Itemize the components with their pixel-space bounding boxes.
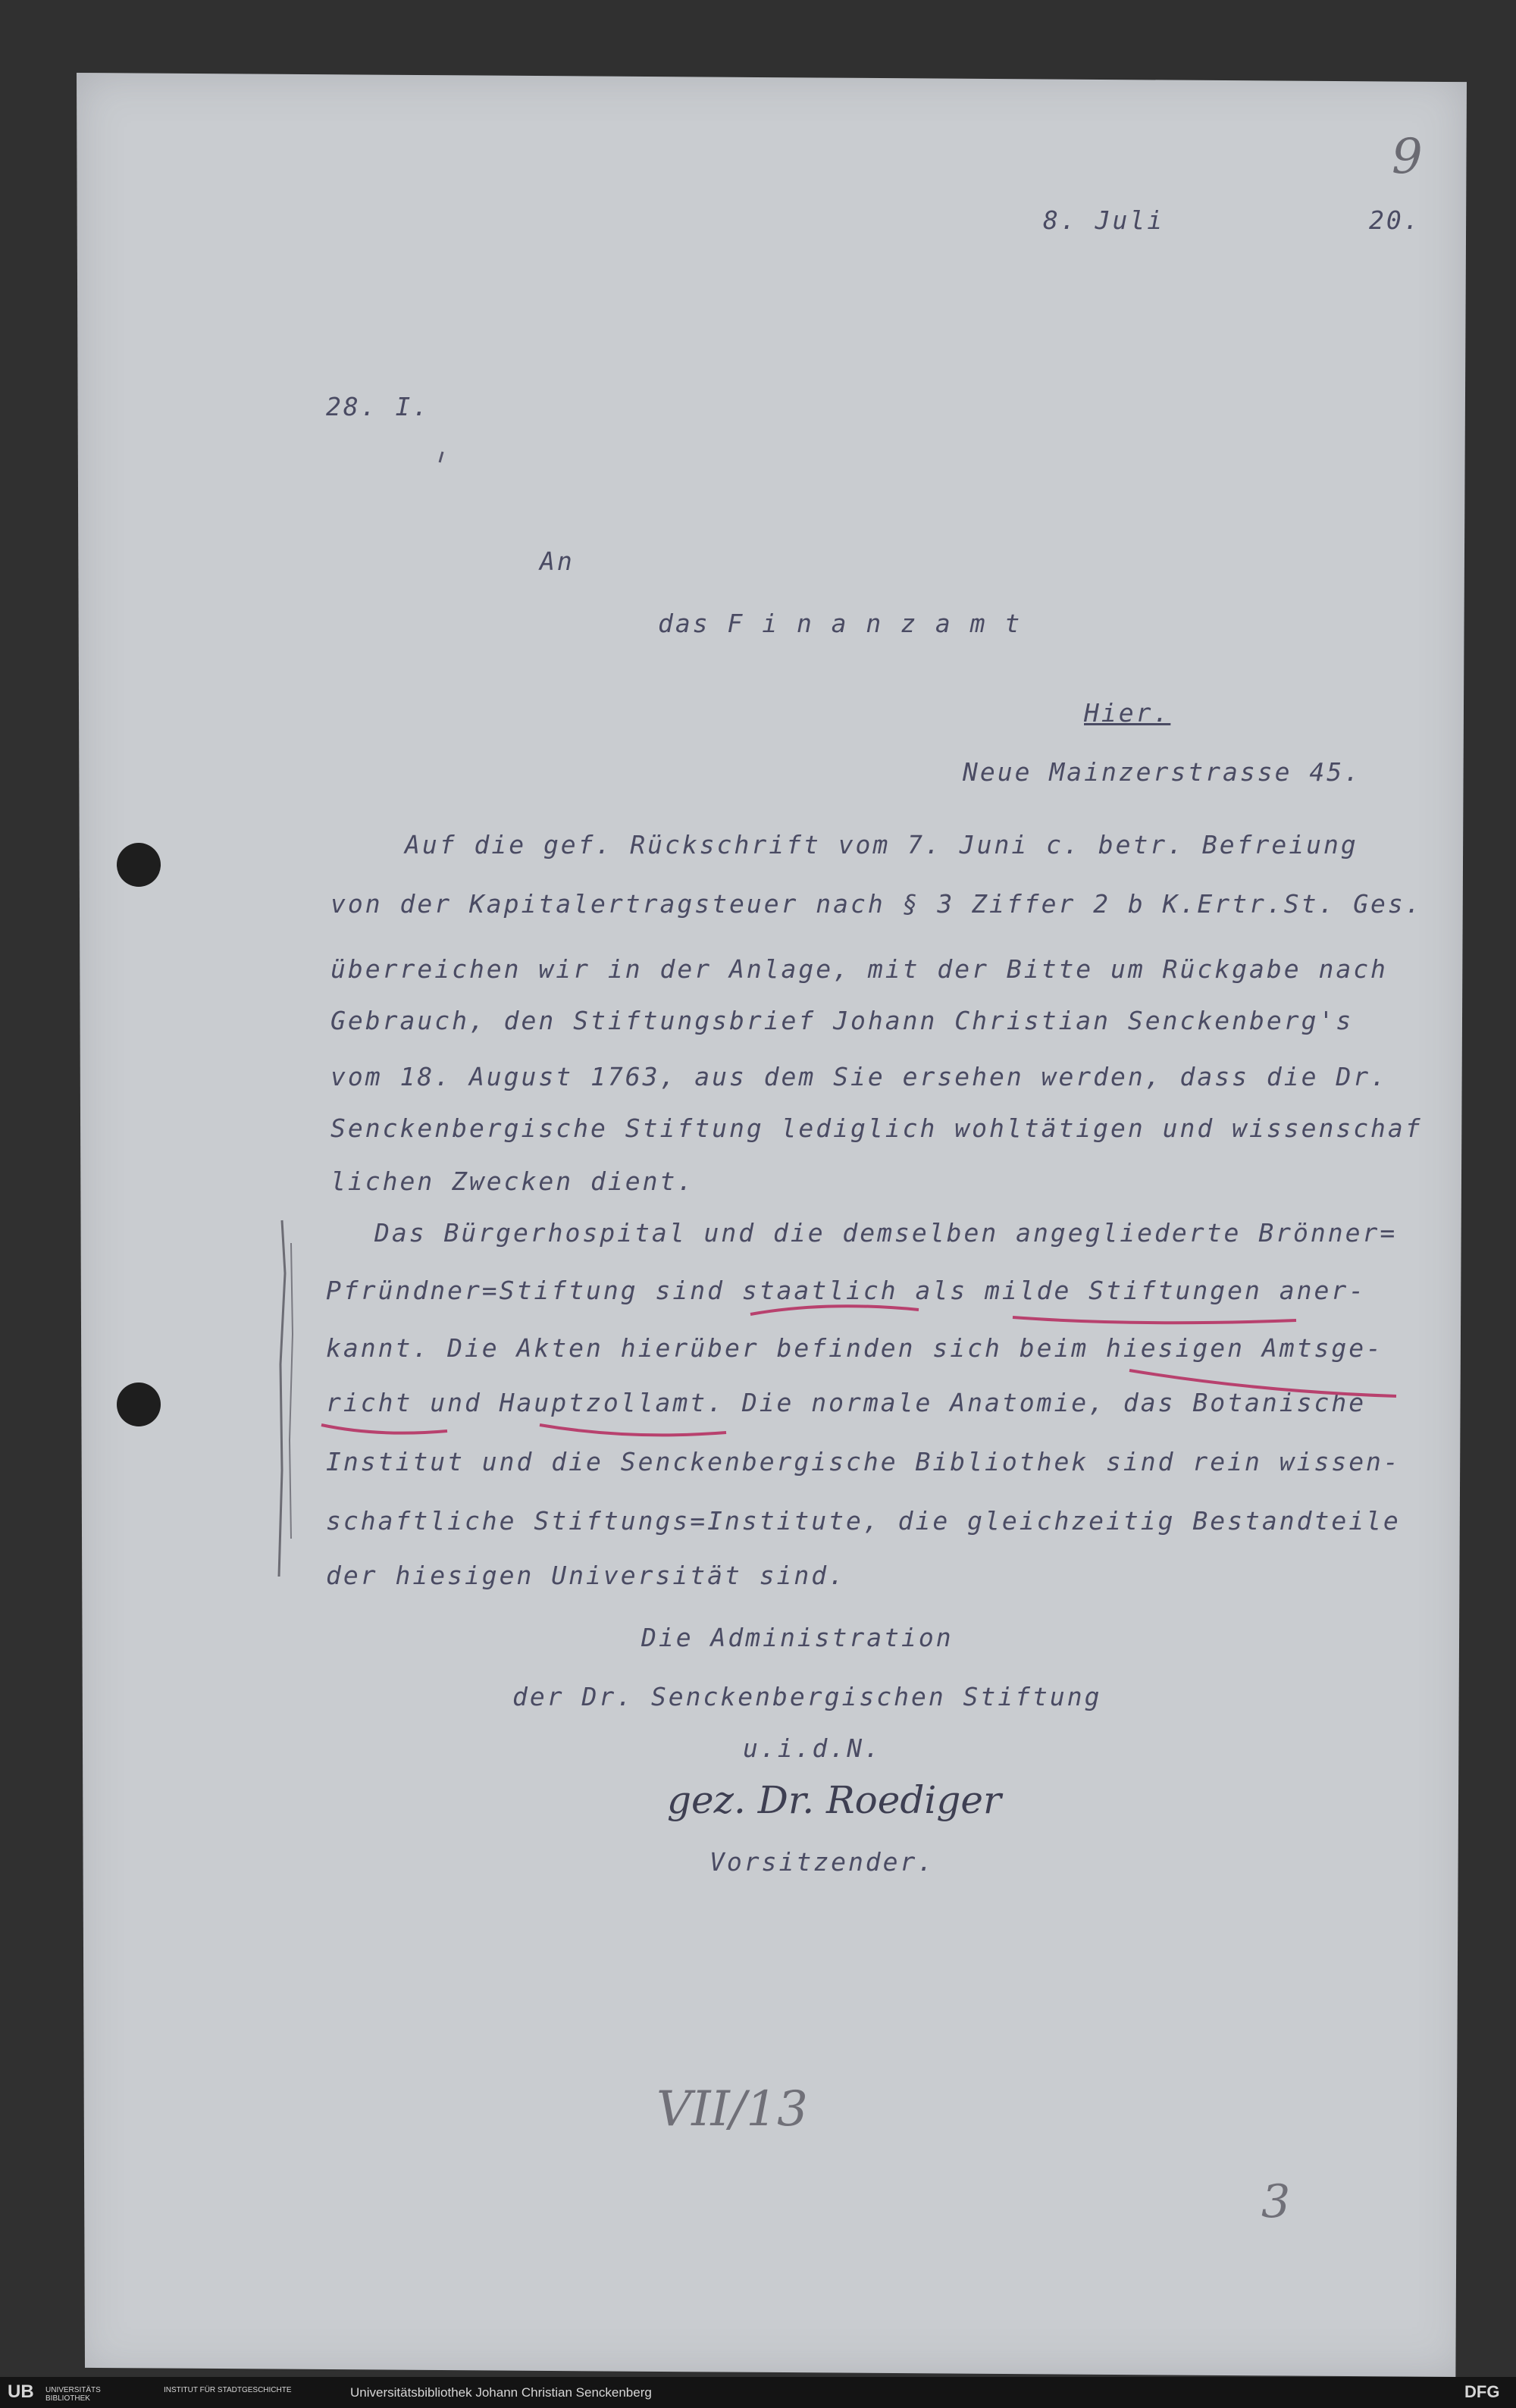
recipient-address: Neue Mainzerstrasse 45. (963, 757, 1361, 787)
punch-hole-bottom (117, 1382, 161, 1426)
para2-line: Institut und die Senckenbergische Bibliothek sind rein wissen- (326, 1447, 1401, 1476)
footer-bar (0, 2377, 1516, 2408)
para1-line: Gebrauch, den Stiftungsbrief Johann Christian Senckenberg's (330, 1006, 1354, 1035)
closing-line-1: Die Administration (641, 1623, 954, 1652)
ub-logo: UB (8, 2381, 34, 2402)
salutation: An (540, 546, 575, 576)
library-name: Universitätsbibliothek Johann Christian Senckenberg (350, 2385, 652, 2400)
recipient: das F i n a n z a m t (658, 609, 1023, 638)
para2-line: Das Bürgerhospital und die demselben angegliederte Brönner= (374, 1218, 1398, 1248)
ub-logo-subtitle: UNIVERSITÄTS BIBLIOTHEK (45, 2386, 101, 2403)
punch-hole-top (117, 843, 161, 887)
signer-title: Vorsitzender. (709, 1847, 935, 1877)
para2-line: richt und Hauptzollamt. Die normale Anatomie, das Botanische (326, 1388, 1367, 1417)
closing-line-3: u.i.d.N. (743, 1733, 882, 1763)
para1-line: lichen Zwecken dient. (330, 1166, 695, 1196)
para1-line: vom 18. August 1763, aus dem Sie ersehen werden, dass die Dr. (330, 1062, 1388, 1091)
para1-line: Auf die gef. Rückschrift vom 7. Juni c. betr. Befreiung (405, 830, 1358, 860)
folio-number: 9 (1392, 129, 1423, 185)
para1-line: von der Kapitalertragsteuer nach § 3 Ziffer 2 b K.Ertr.St. Ges. (330, 889, 1423, 919)
letter-year: 20. (1369, 205, 1421, 235)
para2-line: Pfründner=Stiftung sind staatlich als milde Stiftungen aner- (326, 1276, 1367, 1305)
dfg-logo: DFG (1464, 2382, 1500, 2401)
page-number: 3 (1261, 2175, 1291, 2228)
para2-line: schaftliche Stiftungs=Institute, die gleichzeitig Bestandteile (326, 1506, 1401, 1536)
para1-line: Senckenbergische Stiftung lediglich wohltätigen und wissenschaf (330, 1113, 1423, 1143)
closing-line-2: der Dr. Senckenbergischen Stiftung (512, 1682, 1102, 1711)
letter-date: 8. Juli (1043, 205, 1165, 235)
para1-line: überreichen wir in der Anlage, mit der Bitte um Rückgabe nach (330, 954, 1388, 984)
file-note: VII/13 (656, 2081, 808, 2137)
institute-logo: INSTITUT FÜR STADTGESCHICHTE (164, 2386, 292, 2394)
recipient-city: Hier. (1084, 698, 1171, 728)
signature: gez. Dr. Roediger (667, 1778, 1001, 1822)
para2-line: kannt. Die Akten hierüber befinden sich beim hiesigen Amtsge- (326, 1333, 1383, 1363)
reference-number: 28. I. (326, 392, 431, 421)
para2-line: der hiesigen Universität sind. (326, 1561, 847, 1590)
